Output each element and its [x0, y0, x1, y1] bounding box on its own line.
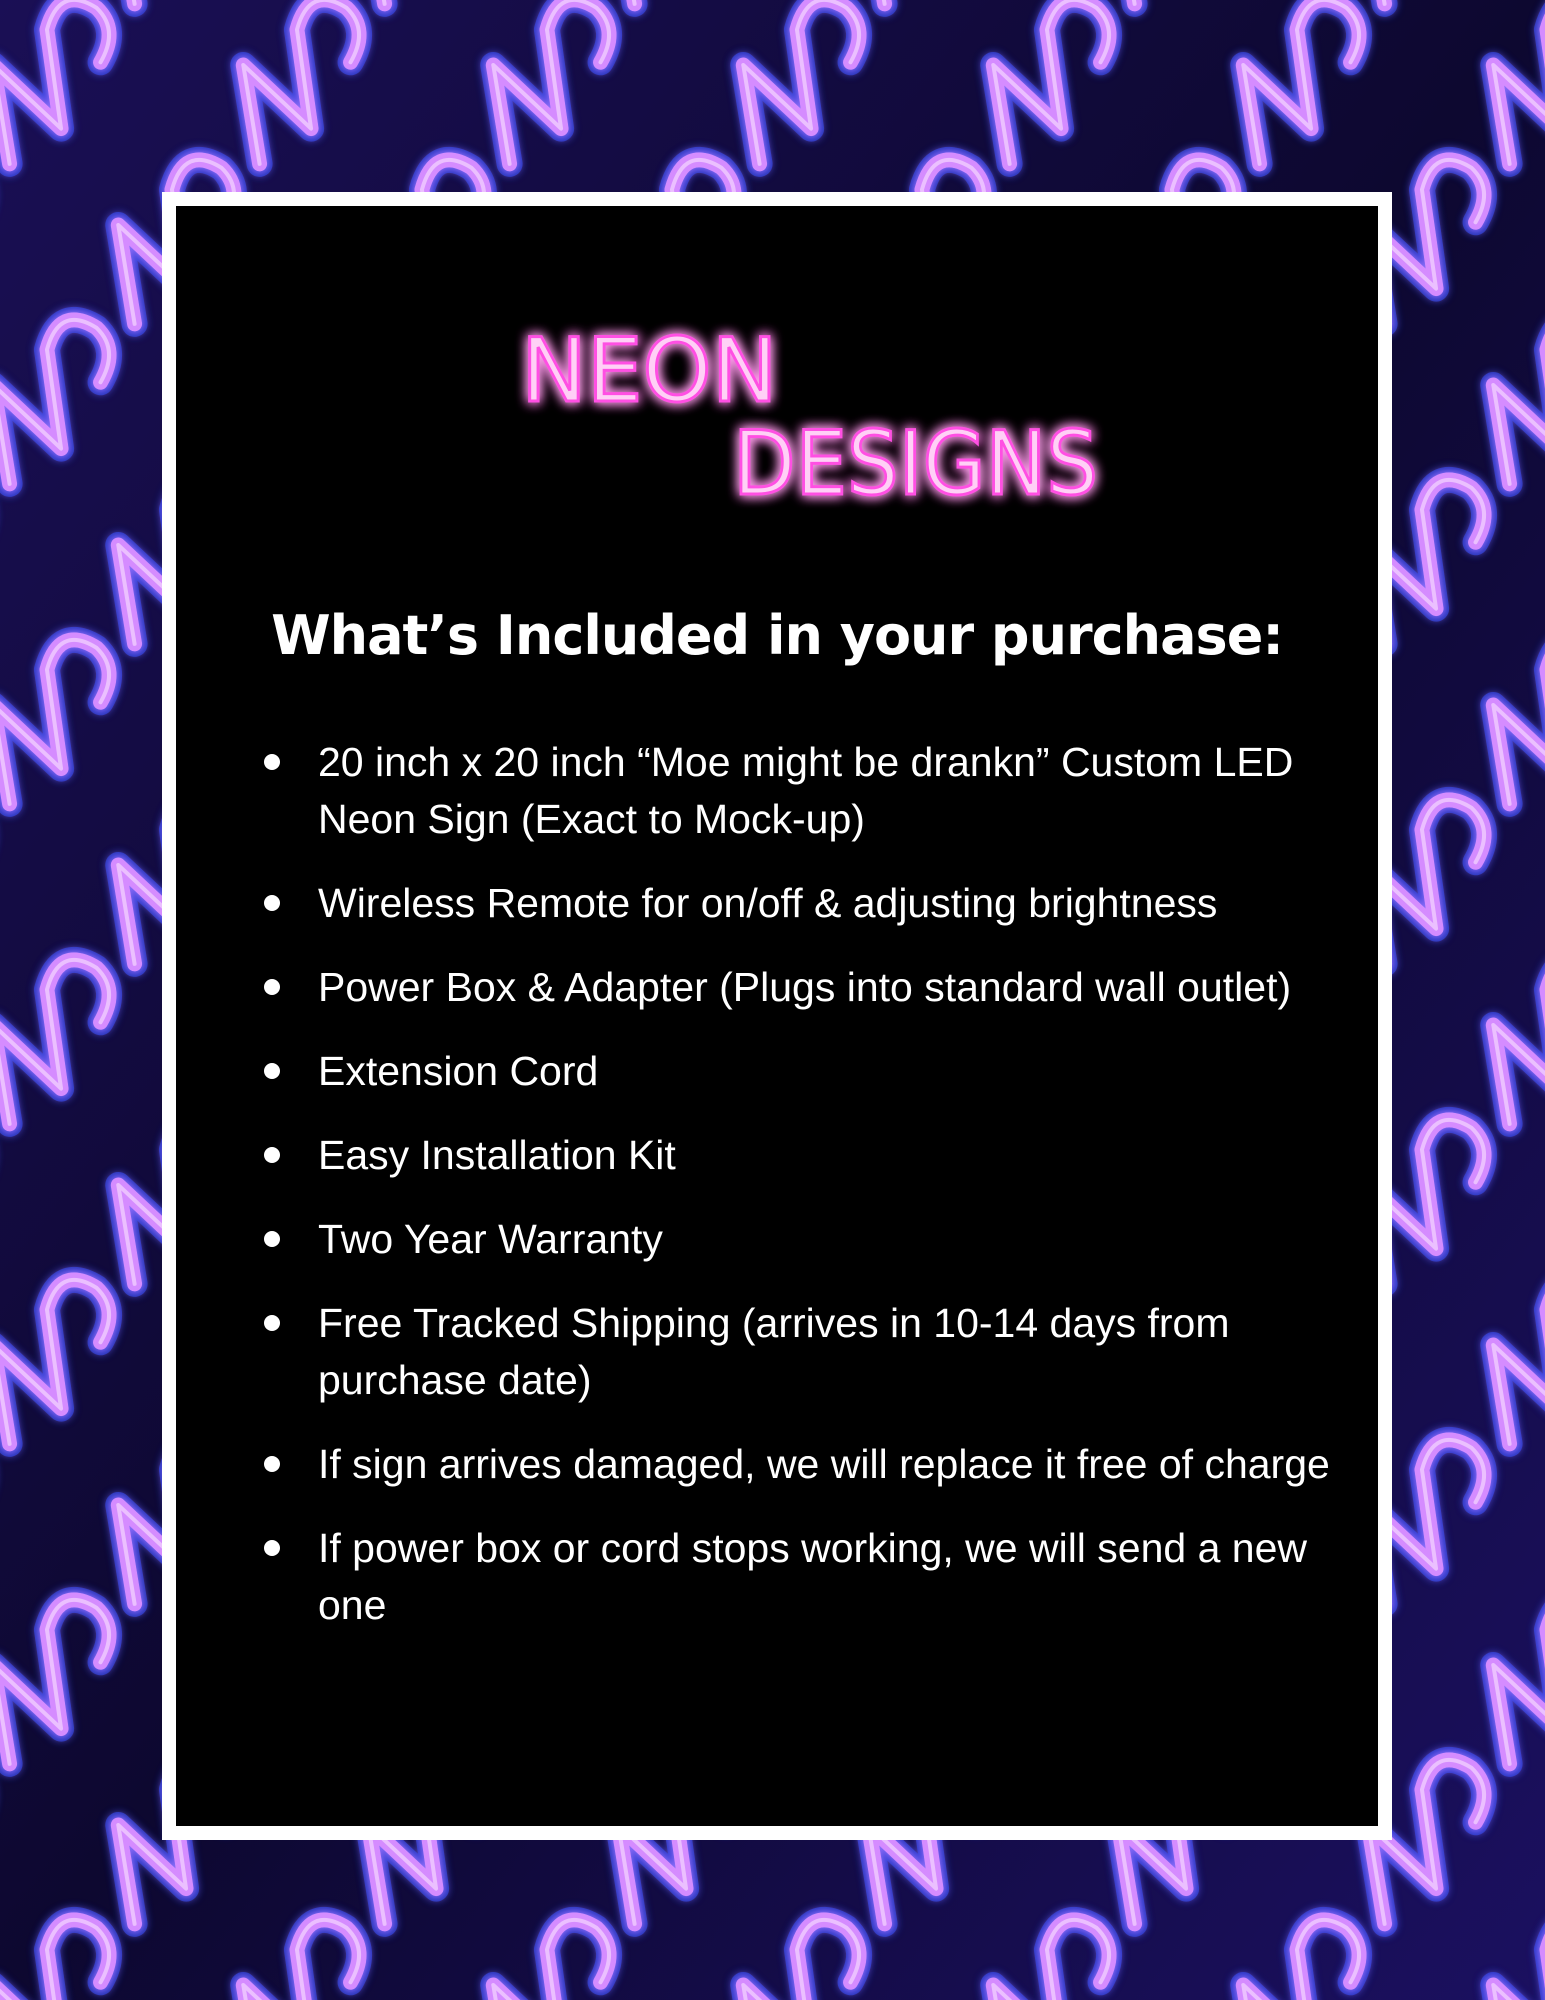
bullet-icon: [264, 1063, 280, 1079]
list-item-text: Power Box & Adapter (Plugs into standard wall outlet): [318, 964, 1292, 1010]
logo-line-neon: NEON: [521, 319, 778, 422]
bullet-icon: [264, 979, 280, 995]
bullet-icon: [264, 895, 280, 911]
list-item-text: Extension Cord: [318, 1048, 599, 1094]
list-item: [256, 1436, 1336, 1493]
list-item: [256, 1295, 1336, 1409]
included-items-list: [256, 734, 1336, 1661]
list-item-text: If power box or cord stops working, we will send a new one: [318, 1525, 1308, 1628]
list-item: [256, 875, 1336, 932]
bullet-icon: [264, 1456, 280, 1472]
info-card: [162, 192, 1392, 1840]
list-item-text: Easy Installation Kit: [318, 1132, 676, 1178]
bullet-icon: [264, 1231, 280, 1247]
list-item: [256, 1127, 1336, 1184]
list-item: [256, 959, 1336, 1016]
bullet-icon: [264, 754, 280, 770]
bullet-icon: [264, 1147, 280, 1163]
bullet-icon: [264, 1315, 280, 1331]
list-item: [256, 1211, 1336, 1268]
neon-designs-logo: [461, 306, 1141, 526]
list-item-text: Free Tracked Shipping (arrives in 10-14 days from purchase date): [318, 1300, 1230, 1403]
list-item-text: Wireless Remote for on/off & adjusting brightness: [318, 880, 1218, 926]
list-item-text: If sign arrives damaged, we will replace it free of charge: [318, 1441, 1330, 1487]
list-item-text: 20 inch x 20 inch “Moe might be drankn” Custom LED Neon Sign (Exact to Mock-up): [318, 739, 1294, 842]
page-title: What’s Included in your purchase:: [271, 604, 1283, 667]
list-item: [256, 734, 1336, 848]
logo-line-designs: DESIGNS: [733, 412, 1098, 515]
bullet-icon: [264, 1540, 280, 1556]
list-item-text: Two Year Warranty: [318, 1216, 663, 1262]
list-item: [256, 1043, 1336, 1100]
list-item: [256, 1520, 1336, 1634]
